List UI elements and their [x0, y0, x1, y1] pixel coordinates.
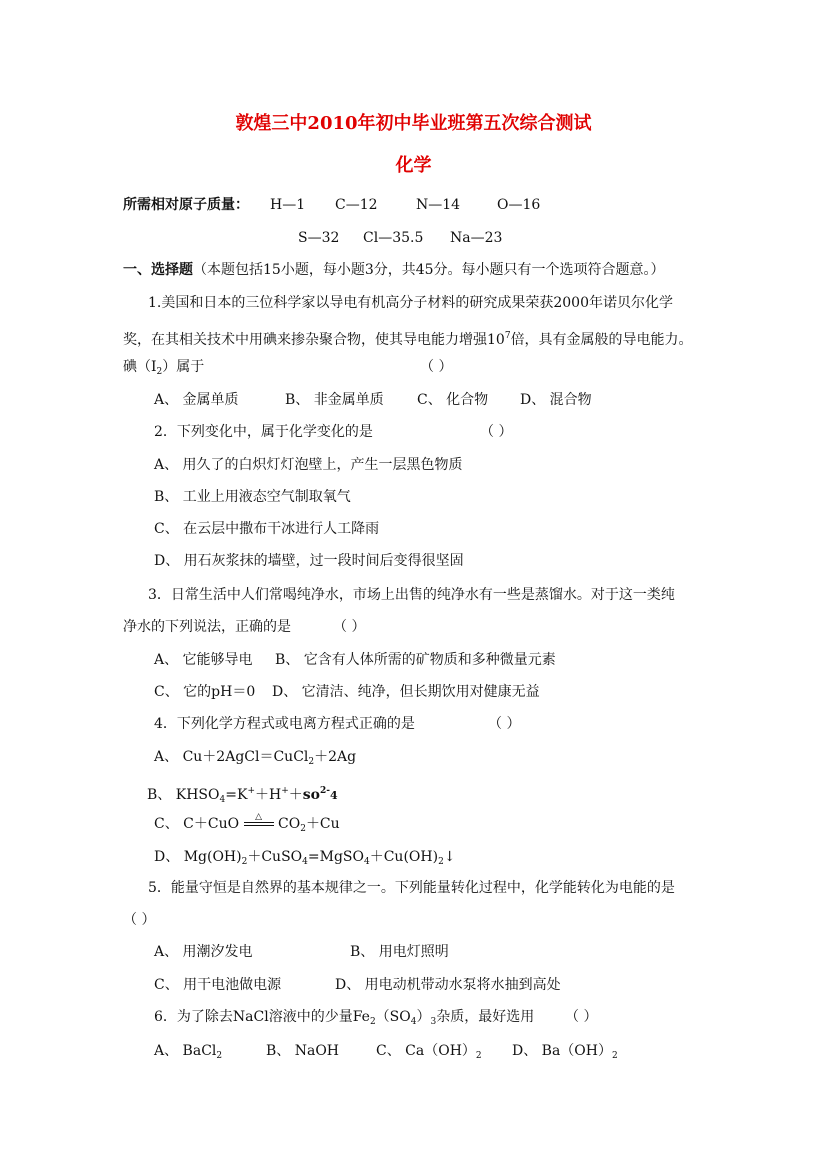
section-heading [123, 260, 665, 280]
q4-b-sup1: + [247, 786, 255, 796]
q4-b-sub: 4 [219, 795, 226, 805]
q1-text: 奖，在其相关技术中用碘来掺杂聚合物，使其导电能力增强10 [123, 332, 505, 348]
q4-c-product: CO [278, 816, 301, 832]
q4-stem [154, 714, 521, 734]
precipitate-arrow-icon: ↓ [443, 849, 456, 865]
q6-answer-paren: （ ） [565, 1009, 598, 1025]
q3-options-cd [154, 682, 540, 702]
q1-line-3 [123, 357, 453, 382]
q1-text-b: 倍，具有金属般的导电能力。 [510, 332, 693, 348]
atomic-mass-row-2 [298, 228, 503, 248]
q2-answer-paren: （ ） [480, 424, 513, 440]
q3-option-b: B、 它含有人体所需的矿物质和多种微量元素 [275, 652, 556, 668]
q6-option-c [376, 1041, 482, 1066]
q4-c-label: C、 [154, 816, 179, 832]
q4-b-ion-sub: 4 [329, 789, 338, 802]
subject-title: 化学 [395, 155, 432, 176]
q3-line-2-text: 净水的下列说法，正确的是 [123, 619, 291, 635]
q1-option-b: B、 非金属单质 [285, 392, 384, 408]
q4-c-eq: C＋CuO [183, 816, 240, 832]
q4-option-c [154, 814, 340, 839]
heat-condition-sign [244, 814, 274, 834]
q1-option-c: C、 化合物 [417, 392, 489, 408]
atomic-mass-label: 所需相对原子质量： [123, 197, 249, 213]
q4-b-ion: so [302, 787, 320, 803]
q6-option-c-text: C、 Ca（OH） [376, 1043, 476, 1059]
q4-option-d [154, 847, 456, 872]
q4-b-ion-sup: 2- [319, 786, 330, 796]
q4-answer-paren: （ ） [488, 716, 521, 732]
q5-options-cd [154, 975, 561, 995]
q1-option-d: D、 混合物 [520, 392, 592, 408]
q6-sub-2: 4 [410, 1017, 417, 1027]
q5-option-d: D、 用电动机带动水泵将水抽到高处 [335, 977, 561, 993]
q6-text-2: （SO [375, 1009, 411, 1025]
q6-option-d-sub: 2 [612, 1051, 618, 1061]
q4-d-sub4: 2 [438, 857, 444, 867]
q6-option-d [512, 1041, 618, 1066]
q4-d-eq: Mg(OH) [183, 849, 242, 865]
q5-option-a: A、 用潮汐发电 [154, 944, 253, 960]
q4-b-plus: ＋ [288, 787, 303, 803]
q4-d-eq3: =MgSO [307, 849, 364, 865]
heat-triangle-icon: △ [255, 812, 262, 822]
q3-line-2 [123, 617, 366, 637]
q4-c-sub: 2 [300, 824, 306, 834]
q3-answer-paren: （ ） [333, 619, 366, 635]
q4-c-eq-end: ＋Cu [305, 816, 340, 832]
q4-d-eq4: ＋Cu(OH) [369, 849, 439, 865]
mass-h: H—1 [270, 197, 306, 213]
q1-sub: 2 [156, 367, 163, 377]
q4-option-b [147, 781, 338, 810]
mass-o: O—16 [497, 197, 541, 213]
q1-belongs: ）属于 [162, 359, 205, 375]
mass-c: C—12 [335, 197, 378, 213]
q6-option-b: B、 NaOH [266, 1043, 340, 1059]
section-note: （本题包括15小题，每小题3分，共45分。每小题只有一个选项符合题意。） [193, 262, 665, 278]
q4-b-eq: KHSO [175, 787, 220, 803]
q4-d-sub1: 2 [241, 857, 248, 867]
mass-s: S—32 [298, 230, 340, 246]
atomic-mass-row-1 [123, 195, 541, 215]
q1-line-1: 1.美国和日本的三位科学家以导电有机高分子材料的研究成果荣获2000年诺贝尔化学 [148, 295, 673, 311]
q3-option-d: D、 它清洁、纯净，但长期饮用对健康无益 [272, 684, 540, 700]
q2-option-b: B、 工业上用液态空气制取氧气 [154, 489, 351, 505]
q4-a-eq: Cu＋2AgCl＝CuCl [182, 749, 309, 765]
q6-option-c-sub: 2 [475, 1051, 482, 1061]
q4-b-label: B、 [147, 787, 172, 803]
q2-stem [154, 422, 513, 442]
q6-option-a [154, 1041, 222, 1066]
q3-option-a: A、 它能够导电 [154, 652, 253, 668]
q3-line-1: 3．日常生活中人们常喝纯净水，市场上出售的纯净水有一些是蒸馏水。对于这一类纯 [148, 587, 675, 603]
q6-option-a-sub: 2 [216, 1051, 223, 1061]
q6-text-1: 6．为了除去NaCl溶液中的少量Fe [154, 1009, 370, 1025]
q6-stem [154, 1007, 598, 1032]
mass-na: Na—23 [450, 230, 503, 246]
q5-answer-paren: （ ） [123, 912, 156, 928]
q6-option-d-text: D、 Ba（OH） [512, 1043, 612, 1059]
q2-option-d: D、 用石灰浆抹的墙壁，过一段时间后变得很坚固 [154, 553, 464, 569]
q1-sup: 7 [504, 331, 511, 341]
q2-option-a: A、 用久了的白炽灯灯泡壁上，产生一层黑色物质 [154, 457, 463, 473]
q3-option-c: C、 它的pH＝0 [154, 684, 256, 700]
q6-option-a-text: A、 BaCl [154, 1043, 217, 1059]
q5-line-1: 5．能量守恒是自然界的基本规律之一。下列能量转化过程中，化学能转化为电能的是 [148, 880, 675, 896]
q1-option-a: A、 金属单质 [154, 392, 239, 408]
q6-sub-3: 3 [430, 1017, 437, 1027]
q6-sub-1: 2 [369, 1017, 376, 1027]
q4-stem-text: 4．下列化学方程式或电离方程式正确的是 [154, 716, 415, 732]
q1-line-2 [123, 326, 693, 350]
q2-option-c: C、 在云层中撒布干冰进行人工降雨 [154, 521, 380, 537]
page-title: 敦煌三中2010年初中毕业班第五次综合测试 [235, 113, 592, 134]
q1-answer-paren: （ ） [420, 359, 453, 375]
q5-option-c: C、 用干电池做电源 [154, 977, 282, 993]
q4-option-a [154, 747, 356, 772]
q6-text-3: ） [416, 1009, 431, 1025]
q4-d-label: D、 [154, 849, 180, 865]
q3-options-ab [154, 650, 556, 670]
q4-d-sub3: 4 [363, 857, 370, 867]
q4-d-eq2: ＋CuSO [247, 849, 303, 865]
q4-a-eq-end: ＋2Ag [314, 749, 357, 765]
q2-stem-text: 2．下列变化中，属于化学变化的是 [154, 424, 373, 440]
q4-d-sub2: 4 [302, 857, 308, 867]
q6-text-4: 杂质，最好选用 [436, 1009, 535, 1025]
q4-b-k: =K [225, 787, 248, 803]
q4-a-sub: 2 [308, 757, 315, 767]
q5-option-b: B、 用电灯照明 [350, 944, 449, 960]
mass-n: N—14 [416, 197, 461, 213]
section-title: 一、选择题 [123, 262, 193, 278]
q4-a-label: A、 [154, 749, 179, 765]
q4-b-h: ＋H [254, 787, 282, 803]
q5-options-ab [154, 942, 449, 962]
q4-b-sup2: + [281, 786, 289, 796]
mass-cl: Cl—35.5 [363, 230, 424, 246]
q1-iodine: 碘（I [123, 359, 157, 375]
